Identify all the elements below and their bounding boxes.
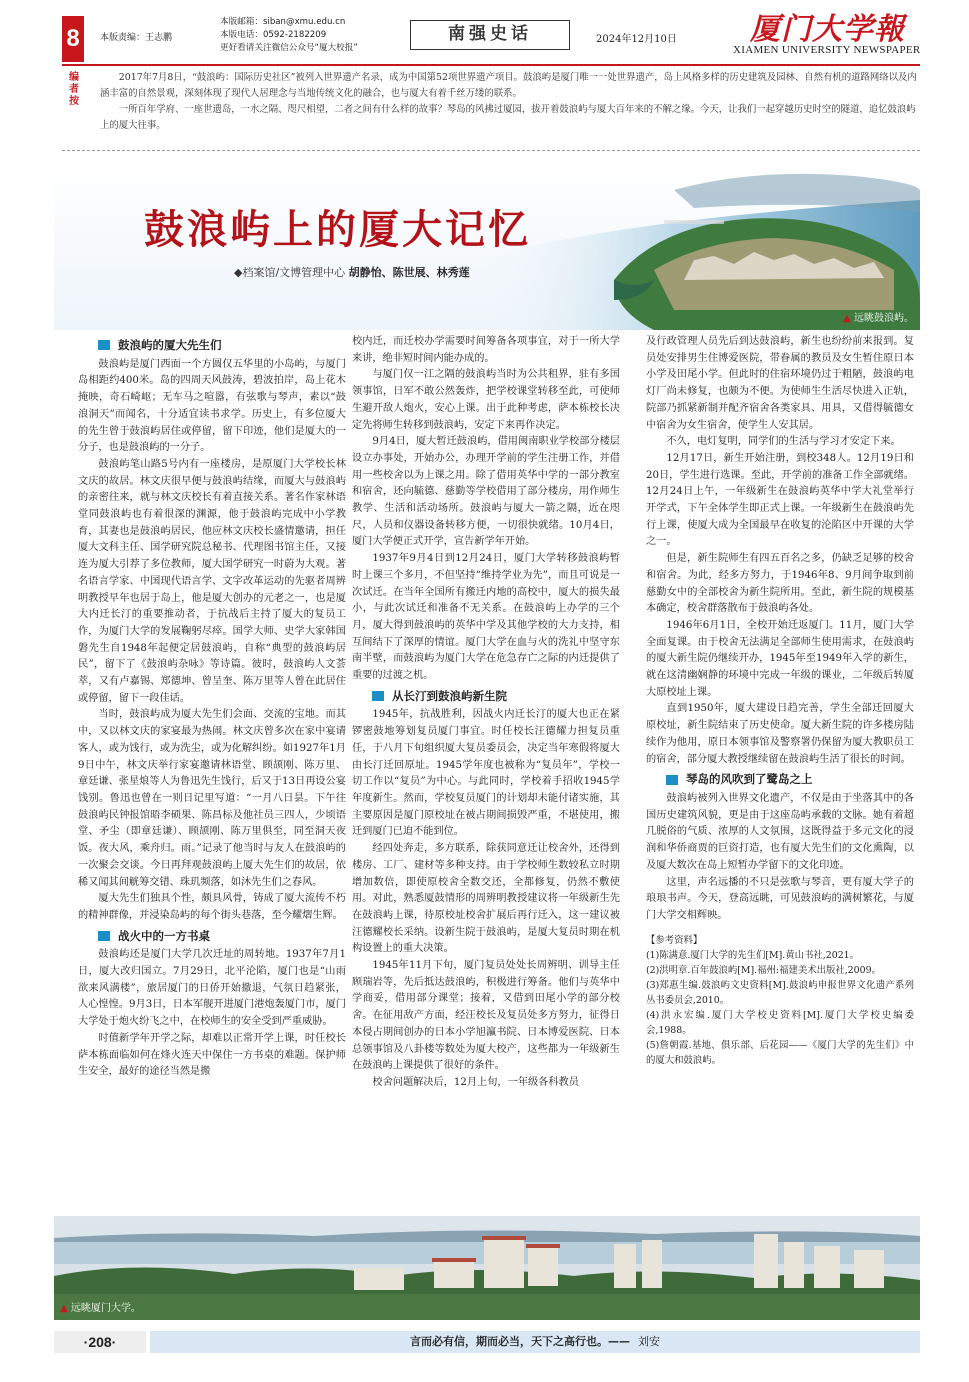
paragraph: 鼓浪屿笔山路5号内有一座楼房，是原厦门大学校长林文庆的故居。林文庆很早便与鼓浪屿结缘，而厦大与鼓浪屿的亲密往来，就与林文庆校长有着直接关系。著名作家林语堂同鼓浪屿也有着很深的渊源，他于鼓浪屿完成中小学教育，其妻也是鼓浪屿居民，他应林文庆校长盛情邀请，担任厦大文科主任、国学研究院总秘书、代理图书馆主任，又接连为厦大引荐了多位教师，厦大国学研究一时蔚为大观。著名语言学家、中国现代语言学、文字改革运动的先驱者周辨明教授早年也居于岛上，他是厦大创办的元老之一，也是厦大内迁长汀的重要推动者，于抗战后主持了厦大的复员工作，为厦门大学的发展鞠躬尽瘁。国学大师、史学大家韩国磐先生自1948年起便定居鼓浪屿，自称“典型的鼓浪屿居民”，留下了《鼓浪屿杂咏》等诗篇。彼时，鼓浪屿人文荟萃，又有卢嘉锡、郑德坤、曾呈奎、陈万里等人曾在此居住或停留，留下一段佳话。 (78, 458, 346, 704)
editor-note-para: 一所百年学府、一座世遗岛，一水之隔、咫尺相望，二者之间有什么样的故事？琴岛的风拂过厦园，拔开着鼓浪屿与厦大百年来的不解之缘。今天，让我们一起穿越历史时空的隧道，追忆鼓浪屿上的厦大往事。 (100, 104, 916, 131)
article-column-3 (646, 334, 914, 1068)
contact-wechat: 更好看请关注微信公众号“厦大校报” (220, 43, 358, 53)
footer-quote-author: 刘安 (638, 1335, 660, 1348)
paragraph: 鼓浪屿还是厦门大学几次迁址的周转地。1937年7月1日，厦大改归国立。7月29日，北平沦陷，厦门也是“山雨欲来风满楼”，旅居厦门的日侨开始撤退，气氛日趋紧张，人心惶惶。9月3日，日本军舰开进厦门港炮轰厦门市，厦门大学处于炮火纷飞之中，在校师生的安全受到严重威胁。 (78, 949, 346, 1028)
contact-phone: 本版电话：0592-2182209 (220, 30, 327, 40)
article-title: 鼓浪屿上的厦大记忆 (144, 206, 531, 253)
paragraph: 这里，声名远播的不只是弦歌与琴音，更有厦大学子的琅琅书声。今天，登高远眺，可见鼓浪屿的满树繁花，与厦门大学交相辉映。 (646, 876, 914, 921)
article-byline (234, 264, 470, 280)
paragraph: 不久，电灯复明，同学们的生活与学习才安定下来。 (666, 436, 901, 448)
paragraph: 与厦门仅一江之隔的鼓浪屿当时为公共租界，驻有多国领事馆，日军不敢公然轰炸，把学校课堂转移至此，可使师生避开敌人炮火，安心上课。出于此种考虑，萨本栋校长决定先将师生转移到鼓浪屿，安定下来再作决定。 (352, 369, 620, 431)
reference-item: (5)詹朝霞.基地、俱乐部、后花园——《厦门大学的先生们》中的厦大和鼓浪屿。 (646, 1039, 914, 1066)
paragraph: 1937年9月4日到12月24日，厦门大学转移鼓浪屿暂时上课三个多月，不但坚持“维持学业为先”，而且可说是一次试迁。在当年全国所有搬迁内地的高校中，厦大的损失最小，与此次试迁和准备不无关系。在鼓浪屿上办学的三个月，厦大得到鼓浪屿的英华中学及其他学校的大力支持，相互间结下了深厚的情谊。厦门大学在血与火的洗礼中坚守东南半壁，而鼓浪屿为厦门大学在危急存亡之际的内迁提供了重要的过渡之机。 (352, 553, 620, 682)
subheading-text: 从长汀到鼓浪屿新生院 (392, 688, 507, 703)
footer-page-number: ·208· (54, 1331, 146, 1353)
editor-note-para: 2017年7月8日，“鼓浪屿：国际历史社区”被列入世界遗产名录，成为中国第52项世界遗产项目。鼓浪屿是厦门唯一一处世界遗产，岛上风格多样的历史建筑及园林、自然有机的道路网络以及内涵丰富的自然景观，深刻体现了现代人居理念与当地传统文化的融合，也与厦大有着千丝万缕的联系。 (100, 72, 917, 99)
subheading-text: 琴岛的风吹到了鹭岛之上 (686, 772, 813, 787)
reference-item: (4)洪永宏编.厦门大学校史资料[M].厦门大学校史编委会,1988。 (646, 1009, 914, 1036)
author-unit: ◆档案馆/文博管理中心 (234, 266, 346, 279)
subheading-text: 战火中的一方书桌 (118, 928, 210, 943)
paragraph: 直到1950年，厦大建设日趋完善，学生全部迁回厦大原校址，新生院结束了历史使命。厦大新生院的许多楼房陆续作为他用，原日本领事馆及警察署仍保留为厦大教职员工的宿舍，部分厦大教授继续留在鼓浪屿生活了很长的时间。 (646, 703, 914, 765)
paragraph: 当时，鼓浪屿成为厦大先生们会面、交流的宝地。而其中，又以林文庆的家宴最为热闹。林文庆曾多次在家中宴请客人，或为饯行，或为洗尘，或为化解纠纷。如1927年1月9日中午，林文庆举行家宴邀请林语堂、顾颉刚、陈万里、章廷谦、张星烺等人为鲁迅先生饯行，后又于13日再设公宴饯别。鲁迅也曾在一则日记里写道：“一月八日昙。下午往鼓浪屿民钟报馆晤李硕果、陈昌标及他社员三四人，少顷语堂、矛尘（即章廷谦）、顾颉刚、陈万里俱至，同至洞天夜饭。夜大风，乘舟归。雨。”记录了他当时与友人在鼓浪屿的一次聚会交谈。今日再拜观鼓浪屿上厦大先生们的故居，依稀又闻其间觥筹交错、珠玑频落，如沐先生们之春风。 (78, 709, 346, 888)
paragraph: 时值新学年开学之际，却难以正常开学上课，时任校长萨本栋面临如何在烽火连天中保住一方书桌的难题。保护师生安全，最好的途径当然是搬 (78, 1032, 346, 1078)
paragraph: 及行政管理人员先后到达鼓浪屿，新生也纷纷前来报到。复员处安排男生住博爱医院，带眷属的教员及女生暂住原日本小学及田尾小学。但此时的住宿环境仍过于粗陋，鼓浪屿电灯厂尚未修复，也颇为不便。为使师生生活尽快进入正轨，院部乃抓紧新制并配齐宿舍各类家具、用具，又借得毓德女中宿舍为女生宿舍，使学生人安其居。 (646, 336, 914, 431)
paragraph: 1945年11月下旬，厦门复员处处长周辨明、训导主任顾瑞岩等，先后抵达鼓浪屿，积极进行筹备。他们与英华中学商妥，借用部分课堂；接着，又借到田尾小学的部分校舍。在征用敌产方面，经汪校长及复员处多方努力，征得日本侵占期间创办的日本小学旭瀛书院、日本博爱医院、日本总领事馆及八卦楼等数处为厦大校产，这些都为一年级新生在鼓浪屿上课提供了很好的条件。 (352, 960, 620, 1072)
paragraph: 12月17日，新生开始注册，到校348人。12月19日和20日，学生进行选课。至此，开学前的准备工作全部就绪。12月24日上午，一年级新生在鼓浪屿英华中学大礼堂举行开学式，下午全体学生即正式上课。一年级新生在鼓浪屿先行上课，使厦大成为全国最早在收复的沦陷区中开课的大学之一。 (646, 452, 914, 548)
page-number: 8 (62, 16, 84, 62)
subheading-marker-icon (98, 931, 110, 941)
hero-banner (54, 160, 920, 330)
bottom-caption (60, 1299, 141, 1314)
paragraph: 9月4日，厦大暂迁鼓浪屿，借用闽南职业学校部分楼层设立办事处，开始办公，办理开学前的学生注册工作，并借用一些校舍以为上课之用。除了借用英华中学的一部分教室和宿舍，还向毓德、慈勤等学校借用了部分楼房，用作师生教学、生活和活动场所。鼓浪屿与厦大一箭之隔，近在咫尺，人员和仪器设备转移方便，一切很快就绪。10月4日，厦门大学便正式开学，宣告新学年开始。 (352, 436, 620, 548)
paragraph: 校内迁，而迁校办学需要时间筹备各项事宜，对于一所大学来讲，绝非短时间内能办成的。 (352, 336, 620, 364)
subheading-marker-icon (98, 340, 110, 350)
bottom-caption-text: 远眺厦门大学。 (70, 1303, 141, 1314)
reference-item: (3)郑惠生编.鼓浪屿文史资料[M].鼓浪屿申报世界文化遗产系列丛书委员会,2010。 (646, 979, 914, 1006)
bottom-photo (54, 1216, 920, 1320)
newspaper-logo-en: XIAMEN UNIVERSITY NEWSPAPER (733, 44, 921, 56)
editor-note-tag: 编者按 (69, 72, 79, 107)
article-column-2 (352, 334, 620, 1092)
paragraph: 厦大先生们独具个性，颇具风骨，铸成了厦大流传不朽的精神群像，并浸染岛屿的每个街头巷落，至今耀熠生辉。 (78, 893, 346, 921)
reference-item: (1)陈满意.厦门大学的先生们[M].黄山书社,2021。 (646, 949, 859, 961)
author-names: 胡静怡、陈世展、林秀莲 (348, 266, 470, 279)
page-editor: 本版责编：王志鹏 (100, 33, 173, 43)
footer-quote (150, 1331, 920, 1353)
note-divider (62, 150, 920, 151)
hero-caption (843, 309, 914, 324)
newspaper-logo: 厦门大学報 (750, 12, 905, 47)
subheading (666, 771, 914, 788)
paragraph: 经四处奔走，多方联系，除获同意迁让校舍外，还得到楼房、工厂、建材等多种支持。由于学校师生数较私立时期增加数倍，即使原校舍全数交还，全都修复，仍然不敷使用。对此，熟悉厦鼓情形的周辨明教授建议将一年级新生先在鼓浪屿上课，待原校址校舍扩展后再行迁入，这一建议被汪德耀校长采纳。设新生院于鼓浪屿，是厦大复员时期在机构设置上的重大决策。 (352, 843, 620, 955)
paragraph: 1946年6月1日，全校开始迁返厦门。11月，厦门大学全面复课。由于校舍无法满足全部师生使用需求，在鼓浪屿的厦大新生院仍继续开办，1945年至1949年入学的新生，就在这清幽娴静的环境中完成一年级的课业，二年级后转厦大原校址上课。 (646, 619, 914, 698)
header-divider (62, 64, 920, 66)
xmu-campus-photo (54, 1216, 920, 1320)
references (646, 933, 914, 1068)
subheading-text: 鼓浪屿的厦大先生们 (118, 338, 222, 352)
issue-date: 2024年12月10日 (596, 34, 677, 45)
reference-item: (2)洪明章.百年鼓浪屿[M].福州:福建美术出版社,2009。 (646, 964, 881, 976)
caption-triangle-icon: ▲ (843, 313, 851, 324)
contact-email: 本版邮箱：siban@xmu.edu.cn (220, 17, 346, 27)
editor-note (100, 70, 918, 134)
subheading (98, 337, 346, 354)
paragraph: 但是，新生院师生有四五百名之多，仍缺乏足够的校舍和宿舍。为此，经多方努力，于1946年8、9月间争取到前慈勤女中的全部校舍为新生院所用。至此，新生院的规模基本确定，校舍群落散布于鼓浪屿各处。 (646, 553, 914, 615)
hero-caption-text: 远眺鼓浪屿。 (854, 313, 914, 324)
subheading-marker-icon (372, 691, 384, 701)
paragraph: 鼓浪屿被列入世界文化遗产，不仅是由于坐落其中的各国历史建筑风貌，更是由于这座岛屿承载的文脉。她有着超几脱俗的气质、浓厚的人文氛围，这既得益于多元文化的浸润和华侨商贾的巨资打造，也有厦大先生们的文化熏陶，以及厦大数次在岛上短暂办学留下的文化印迹。 (646, 792, 914, 871)
paragraph: 1945年，抗战胜利，因战火内迁长汀的厦大也正在紧锣密鼓地筹划复员厦门事宜。时任校长汪德耀力担复员重任，于八月下旬组织厦大复员委员会，决定当年寒假将厦大由长汀迁回原址。1945学年度也被称为“复员年”，学校一切工作以“复员”为中心。与此同时，学校着手招收1945学年度新生。然而，学校复员厦门的计划却未能付诸实施，其主要原因是厦门原校址在被占期间损毁严重，不堪使用，搬迁到厦门已迫不能到位。 (352, 709, 620, 838)
references-title: 【参考资料】 (646, 934, 703, 946)
subheading-marker-icon (666, 775, 678, 785)
paragraph: 校舍问题解决后，12月上旬，一年级各科教员 (372, 1076, 579, 1088)
paragraph: 鼓浪屿是厦门西面一个方圆仅五华里的小岛屿，与厦门岛相距约400米。岛的四周天风鼓涛，碧波拍岸，岛上花木掩映，奇石崎岖；无车马之喧嚣，有弦歌与琴声，素以“鼓浪洞天”而闻名，十分适宜读书求学。历史上，有多位厦大的先生曾于鼓浪屿居住或停留，留下印迹，他们是厦大的一分子，也是鼓浪屿的一分子。 (78, 358, 346, 454)
contact-info (220, 16, 358, 55)
subheading (98, 928, 346, 945)
footer-quote-text: 言而必有信，期而必当，天下之高行也。—— (410, 1335, 630, 1348)
subheading (372, 688, 620, 705)
caption-triangle-icon: ▲ (60, 1303, 68, 1314)
section-title: 南强史话 (410, 20, 570, 50)
article-column-1 (78, 334, 346, 1081)
